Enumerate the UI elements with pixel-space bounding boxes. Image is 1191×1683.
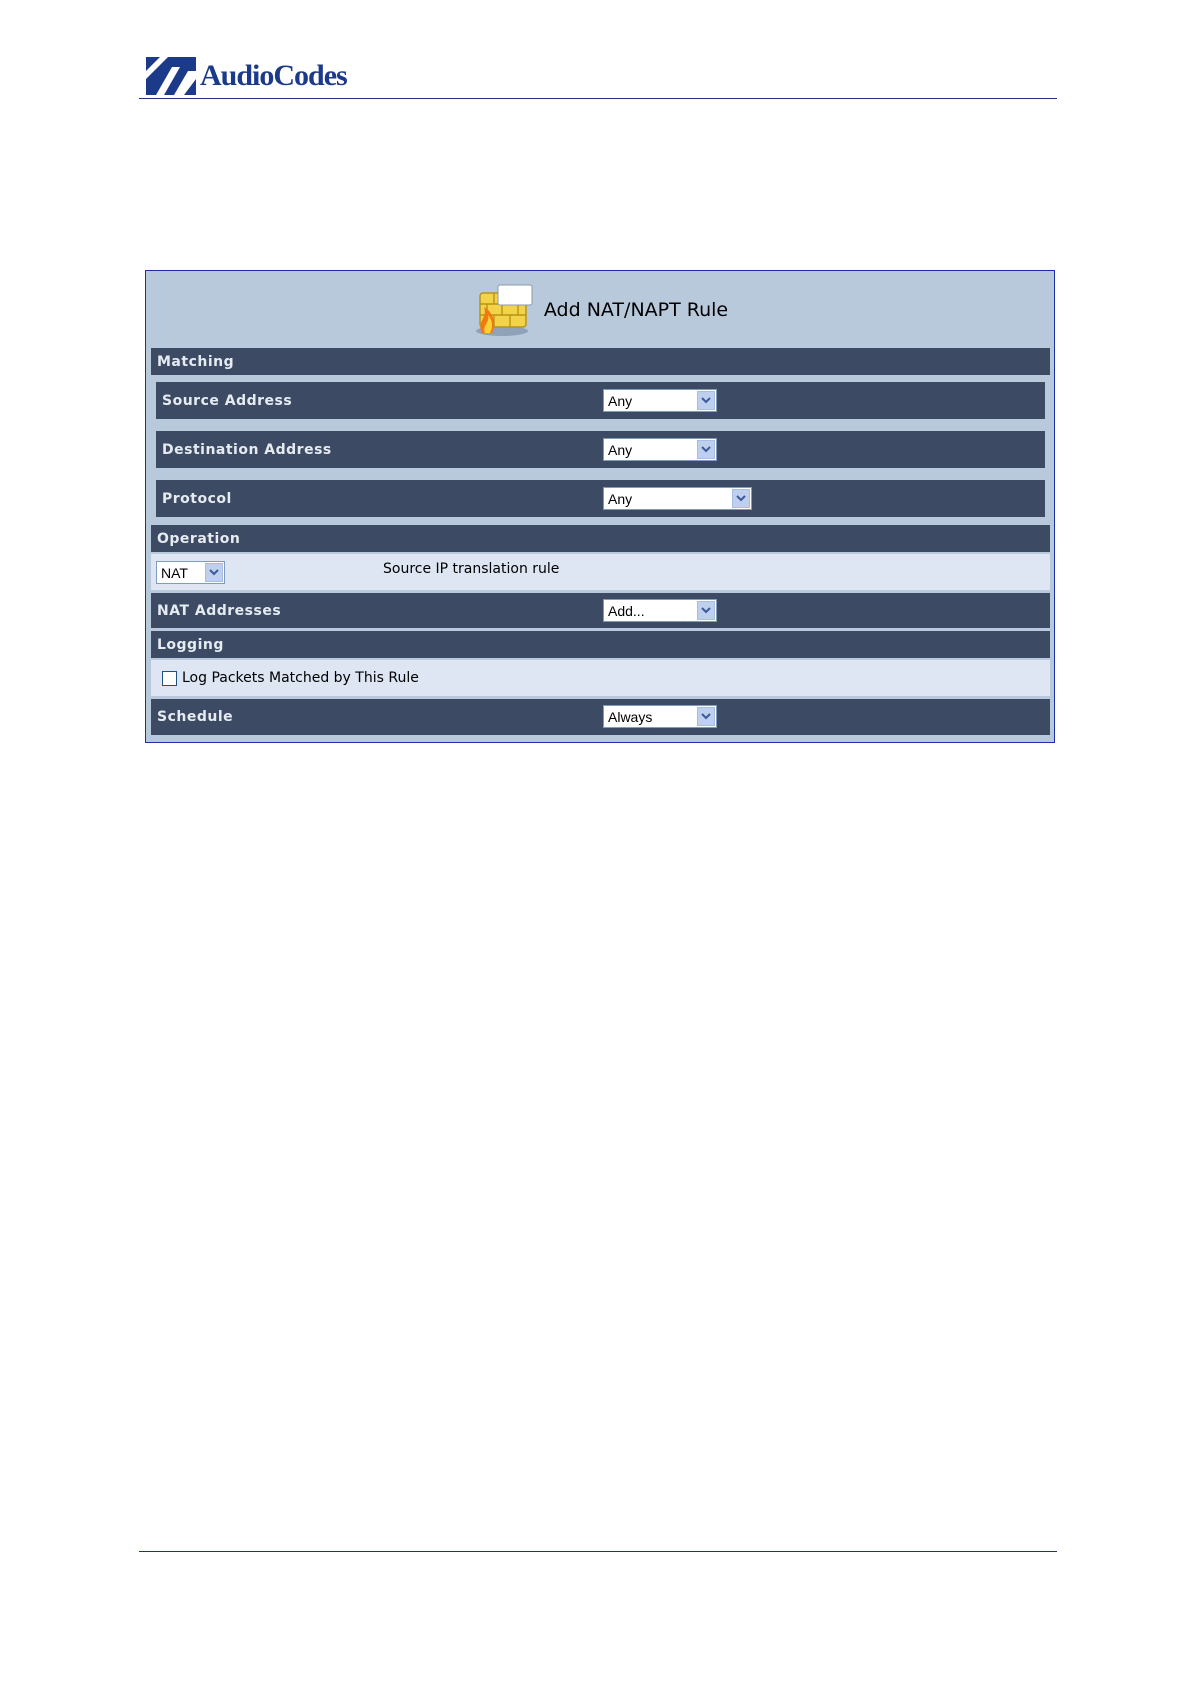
chevron-down-icon [697,601,715,620]
operation-select[interactable] [156,561,225,584]
chevron-down-icon [697,440,715,459]
schedule-row [151,699,1050,735]
audiocodes-logo-mark-icon [146,57,196,95]
chevron-down-icon [205,563,223,582]
nat-addresses-label: NAT Addresses [157,602,282,619]
protocol-select[interactable] [603,487,752,510]
destination-address-value: Any [608,441,633,458]
chevron-down-icon [697,707,715,726]
footer-rule [139,1551,1057,1552]
chevron-down-icon [697,391,715,410]
log-packets-label: Log Packets Matched by This Rule [182,670,419,686]
section-operation [151,525,1050,552]
operation-description: Source IP translation rule [383,561,560,577]
destination-address-row [156,431,1045,468]
section-logging [151,631,1050,658]
operation-row [151,554,1050,590]
section-logging-label: Logging [157,636,224,653]
audiocodes-logo [146,56,347,96]
section-operation-label: Operation [157,530,241,547]
destination-address-select[interactable] [603,438,717,461]
logo-text: AudioCodes [200,59,347,92]
section-matching [151,348,1050,375]
add-nat-rule-dialog [145,270,1055,743]
nat-addresses-select[interactable] [603,599,717,622]
firewall-icon [472,283,536,337]
header-rule [139,98,1057,99]
dialog-title: Add NAT/NAPT Rule [543,299,729,321]
section-matching-label: Matching [157,353,235,370]
nat-addresses-row [151,593,1050,628]
source-address-label: Source Address [162,392,293,409]
chevron-down-icon [732,489,750,508]
dialog-title-area [146,271,1054,349]
protocol-value: Any [608,490,633,507]
operation-value: NAT [161,564,188,581]
nat-addresses-value: Add... [608,602,645,619]
source-address-row [156,382,1045,419]
protocol-label: Protocol [162,490,232,507]
log-packets-checkbox[interactable] [162,671,177,686]
schedule-label: Schedule [157,709,234,725]
schedule-select[interactable] [603,705,717,728]
source-address-value: Any [608,392,633,409]
source-address-select[interactable] [603,389,717,412]
protocol-row [156,480,1045,517]
schedule-value: Always [608,708,653,725]
destination-address-label: Destination Address [162,441,332,458]
logging-row [151,660,1050,696]
